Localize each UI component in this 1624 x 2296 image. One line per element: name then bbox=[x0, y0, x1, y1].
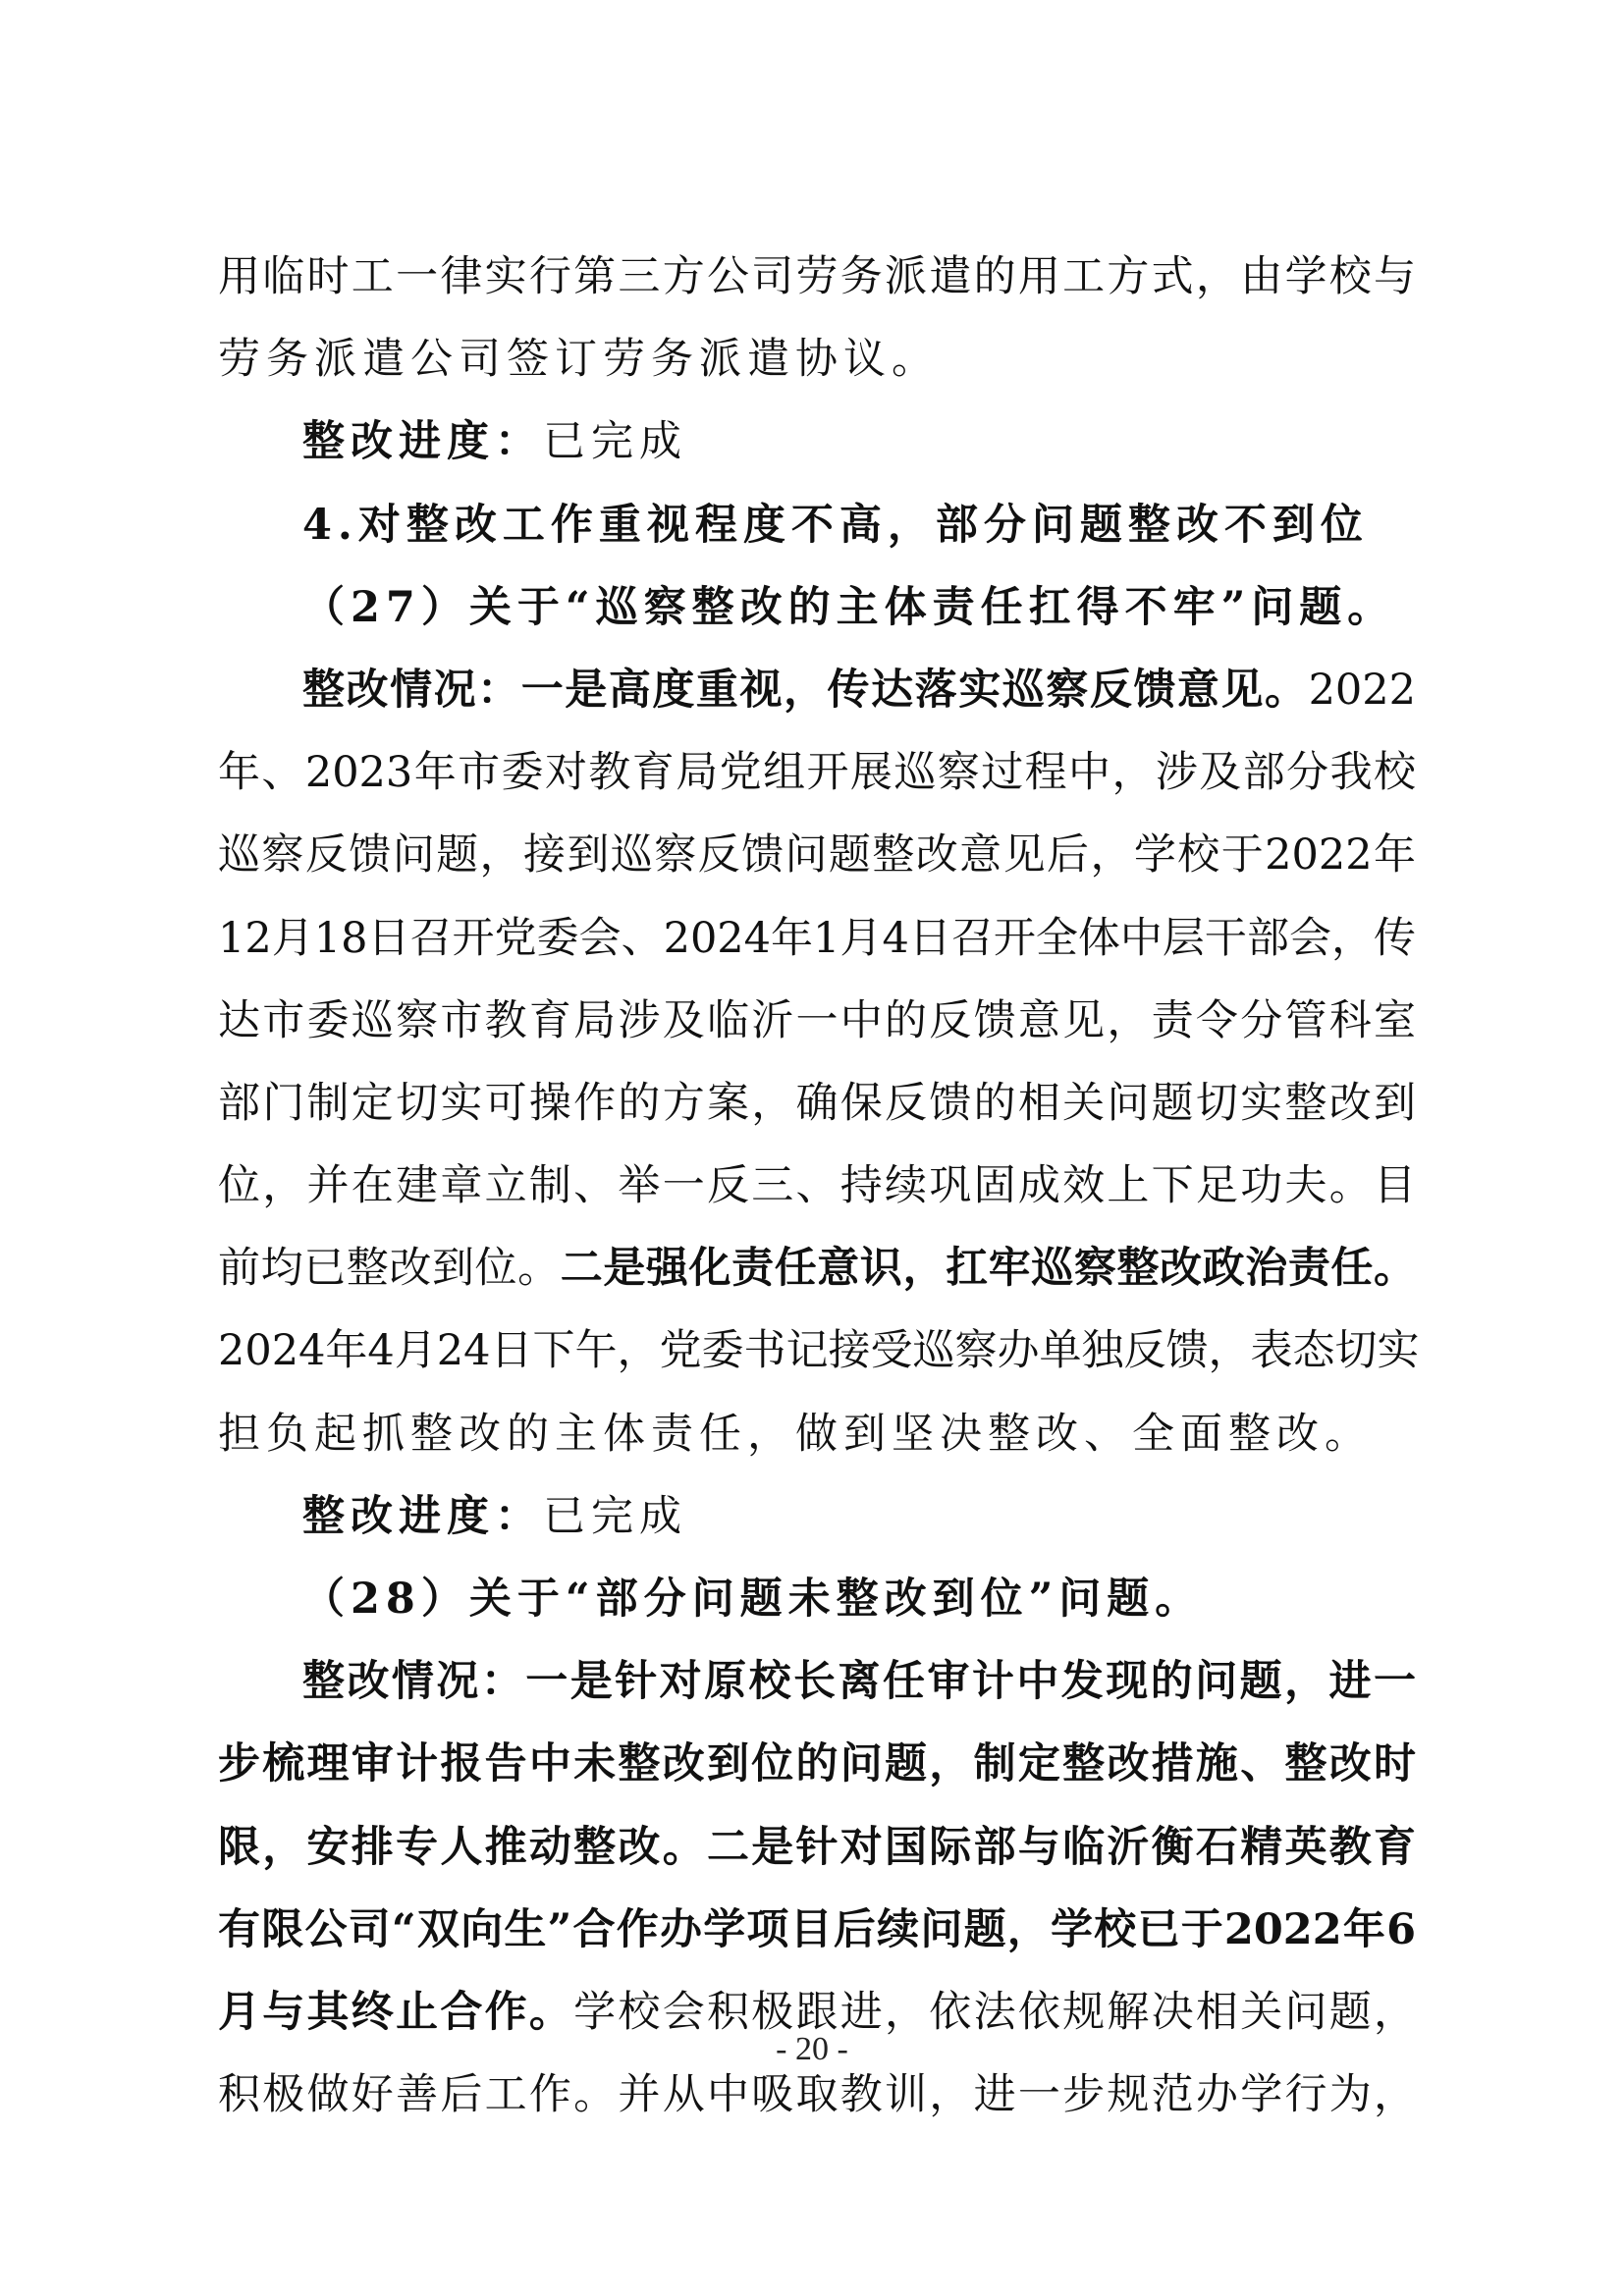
text-line bbox=[218, 1558, 1416, 1640]
text-segment: 达市委巡察市教育局涉及临沂一中的反馈意见，责令分管科室 bbox=[218, 995, 1416, 1045]
text-segment: 担负起抓整改的主体责任，做到坚决整改、全面整改。 bbox=[218, 1409, 1373, 1459]
bold-text-segment: 整改情况：一是针对原校长离任审计中发现的问题，进一 bbox=[302, 1657, 1416, 1707]
text-line bbox=[218, 649, 1416, 731]
bold-text-segment: 步梳理审计报告中未整改到位的问题，制定整改措施、整改时 bbox=[218, 1739, 1416, 1789]
text-line bbox=[218, 1806, 1416, 1889]
text-line bbox=[218, 980, 1416, 1062]
bold-text-segment: 整改情况：一是高度重视，传达落实巡察反馈意见。 bbox=[302, 665, 1309, 715]
text-segment: 前均已整改到位。 bbox=[218, 1244, 561, 1294]
text-line bbox=[218, 1723, 1416, 1805]
bold-text-segment: 有限公司“双向生”合作办学项目后续问题，学校已于2022年6 bbox=[218, 1904, 1416, 1954]
text-line bbox=[218, 897, 1416, 980]
text-segment: 积极做好善后工作。并从中吸取教训，进一步规范办学行为， bbox=[218, 2070, 1416, 2120]
text-segment: 巡察反馈问题，接到巡察反馈问题整改意见后，学校于2022年 bbox=[218, 830, 1416, 881]
text-line bbox=[218, 1475, 1416, 1558]
text-segment: 已完成 bbox=[543, 1491, 687, 1541]
bold-text-segment: （27）关于“巡察整改的主体责任扛得不牢”问题。 bbox=[302, 582, 1396, 632]
bold-text-segment: 限，安排专人推动整改。二是针对国际部与临沂衡石精英教育 bbox=[218, 1822, 1416, 1872]
bold-text-segment: 4.对整改工作重视程度不高，部分问题整改不到位 bbox=[302, 500, 1369, 550]
text-line bbox=[218, 400, 1416, 483]
text-line bbox=[218, 484, 1416, 566]
text-segment: 学校会积极跟进，依法依规解决相关问题， bbox=[573, 1987, 1417, 2037]
text-line bbox=[218, 1393, 1416, 1475]
bold-text-segment: 二是强化责任意识，扛牢巡察整改政治责任。 bbox=[560, 1244, 1417, 1294]
text-line bbox=[218, 318, 1416, 400]
document-body bbox=[218, 236, 1420, 2136]
text-line bbox=[218, 1227, 1416, 1309]
bold-text-segment: 整改进度： bbox=[302, 417, 543, 467]
text-line bbox=[218, 1145, 1416, 1227]
text-segment: 用临时工一律实行第三方公司劳务派遣的用工方式，由学校与 bbox=[218, 252, 1416, 301]
bold-text-segment: 月与其终止合作。 bbox=[218, 1987, 574, 2037]
text-line bbox=[218, 1889, 1416, 1971]
text-segment: 2022 bbox=[1308, 665, 1416, 715]
text-segment: 年、2023年市委对教育局党组开展巡察过程中，涉及部分我校 bbox=[218, 748, 1416, 798]
text-line bbox=[218, 1062, 1416, 1145]
text-line bbox=[218, 814, 1416, 896]
text-segment: 2024年4月24日下午，党委书记接受巡察办单独反馈，表态切实 bbox=[218, 1326, 1420, 1376]
text-segment: 位，并在建章立制、举一反三、持续巩固成效上下足功夫。目 bbox=[218, 1161, 1416, 1211]
bold-text-segment: 整改进度： bbox=[302, 1491, 543, 1541]
text-line bbox=[218, 566, 1416, 649]
text-segment: 劳务派遣公司签订劳务派遣协议。 bbox=[218, 335, 940, 385]
text-segment: 部门制定切实可操作的方案，确保反馈的相关问题切实整改到 bbox=[218, 1078, 1416, 1128]
text-line bbox=[218, 236, 1416, 318]
text-line bbox=[218, 1640, 1416, 1723]
page-number: - 20 - bbox=[776, 2031, 848, 2067]
text-line bbox=[218, 731, 1416, 814]
text-line bbox=[218, 1309, 1420, 1392]
bold-text-segment: （28）关于“部分问题未整改到位”问题。 bbox=[302, 1575, 1204, 1624]
text-segment: 已完成 bbox=[543, 417, 687, 467]
text-segment: 12月18日召开党委会、2024年1月4日召开全体中层干部会，传 bbox=[218, 913, 1416, 963]
